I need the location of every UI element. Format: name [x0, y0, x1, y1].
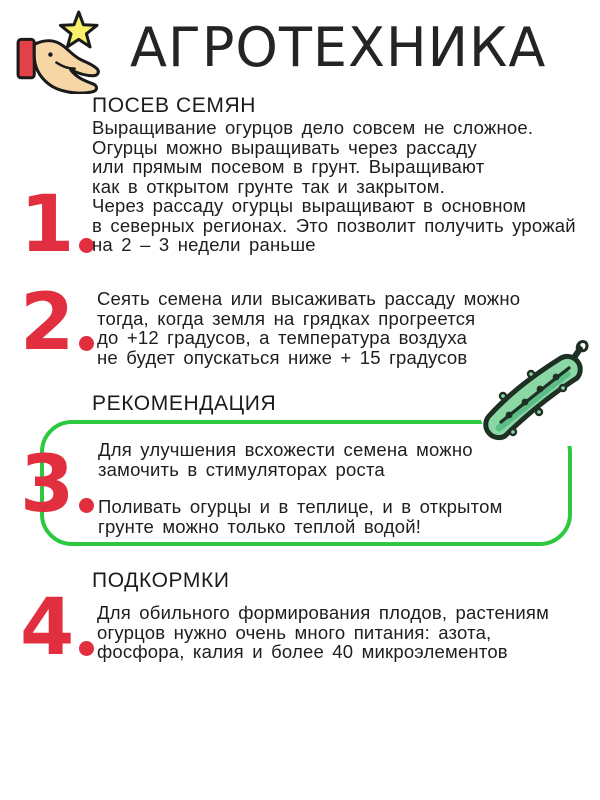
text-line: Огурцы можно выращивать через рассаду [92, 136, 477, 158]
text-line: до +12 градусов, а температура воздуха [97, 327, 468, 348]
section-text-sowing [92, 118, 576, 255]
text-line: грунте можно только теплой водой! [98, 515, 422, 537]
step-digit: 1 [20, 180, 75, 270]
step-digit: 3 [20, 440, 75, 530]
recommendation-text-soaking [98, 440, 473, 479]
text-line: огурцов нужно очень много питания: азота, [97, 621, 492, 643]
knuckle-dot [48, 52, 52, 56]
text-line: Через рассаду огурцы выращивают в основном [92, 195, 527, 216]
section-heading-fertilizing: ПОДКОРМКИ [92, 569, 230, 592]
text-line: тогда, когда земля на грядках прогреется [97, 307, 476, 329]
text-line: на 2 – 3 недели раньше [92, 234, 316, 255]
step-period-dot [79, 641, 94, 656]
text-line: Поливать огурцы и в теплице, и в открытом [98, 496, 503, 517]
page-title: АГРОТЕХНИКА [130, 16, 547, 79]
text-line: как в открытом грунте так и закрытом. [92, 175, 445, 197]
step-number-4 [20, 583, 94, 673]
hand-cuff [18, 39, 34, 77]
cucumber-tendril [577, 341, 587, 352]
star-icon [60, 12, 97, 47]
text-line: или прямым посевом в грунт. Выращивают [92, 156, 485, 177]
step-number-1 [20, 180, 94, 270]
step-digit: 4 [20, 583, 75, 673]
hand-star-icon [10, 8, 106, 94]
step-period-dot [79, 498, 94, 513]
text-line: Выращивание огурцов дело совсем не сложное. [92, 117, 534, 138]
text-line: фосфора, калия и более 40 микроэлементов [97, 641, 508, 662]
step-number-3 [20, 440, 94, 530]
section-heading-recommendation: РЕКОМЕНДАЦИЯ [92, 392, 277, 415]
text-line: Для обильного формирования плодов, растениям [97, 602, 550, 623]
text-line: Сеять семена или высаживать рассаду можно [97, 288, 521, 309]
step-digit: 2 [20, 278, 75, 368]
recommendation-text-watering [98, 497, 503, 536]
step-number-2 [20, 278, 94, 368]
step-period-dot [79, 336, 94, 351]
text-line: замочить в стимуляторах роста [98, 458, 385, 480]
text-line: Для улучшения всхожести семена можно [98, 439, 473, 460]
text-line: не будет опускаться ниже + 15 градусов [97, 346, 468, 368]
section-text-fertilizing [97, 603, 549, 662]
cucumber-icon [477, 336, 595, 448]
section-text-planting [97, 289, 520, 367]
section-heading-sowing: ПОСЕВ СЕМЯН [92, 94, 257, 117]
text-line: в северных регионах. Это позволит получить урожай [92, 214, 576, 236]
